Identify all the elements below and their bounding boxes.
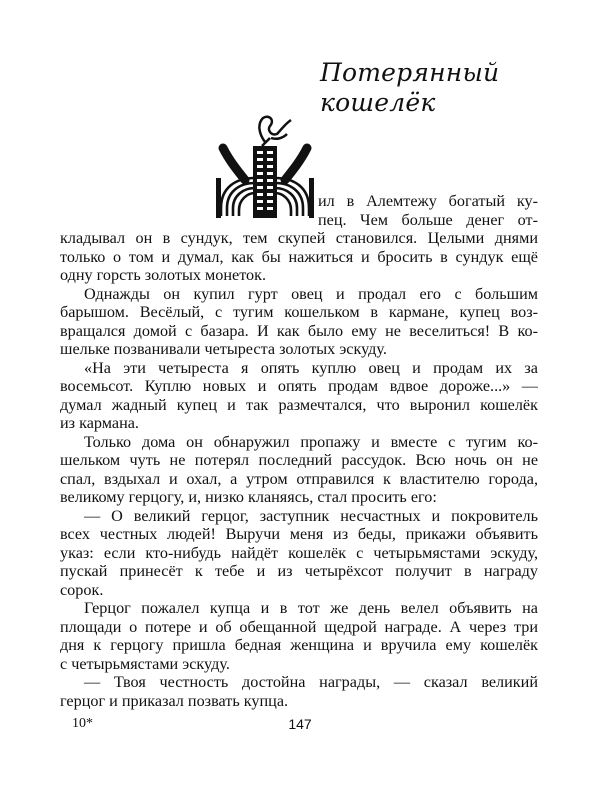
text-line: всех честных людей! Выручи меня из беды, прикажи объявить: [60, 525, 538, 543]
signature-mark: 10*: [72, 716, 93, 731]
text-line: Однажды он купил гурт овец и продал его с большим: [84, 284, 538, 303]
text-line: Герцог пожалел купца и в тот же день велел объявить на: [84, 599, 538, 617]
text-line: барышом. Весёлый, с тугим кошельком в кармане, купец воз-: [60, 303, 538, 321]
text-line: «На эти четыреста я опять куплю овец и продам их за: [84, 358, 538, 377]
text-line: сорок.: [60, 580, 104, 599]
text-line: дня к герцогу пришла бедная женщина и вручила ему кошелёк: [60, 636, 538, 654]
text-line: из кармана.: [60, 414, 139, 432]
text-line: герцог и приказал позвать купца.: [60, 691, 289, 710]
text-line: вращался домой с базара. И как было ему не веселиться! В ко-: [60, 321, 538, 340]
text-line: ил в Алемтежу богатый ку-: [318, 192, 538, 210]
text-line: пец. Чем больше денег от-: [318, 210, 538, 229]
text-line: — Твоя честность достойна награды, — сказал великий: [84, 673, 538, 691]
page-number: 147: [288, 716, 312, 732]
text-line: шельке позванивали четыреста золотых эскуду.: [60, 340, 387, 358]
story-title: [320, 58, 499, 118]
text-line: с четырьмястами эскуду.: [60, 654, 230, 673]
text-line: Только дома он обнаружил пропажу и вместе с тугим ко-: [84, 432, 538, 451]
text-line: великому герцогу, и, низко кланяясь, стал просить его:: [60, 488, 437, 506]
text-line: — О великий герцог, заступник несчастных и покровитель: [84, 506, 538, 525]
title-line-1: Потерянный: [320, 58, 500, 87]
text-line: только о том и думал, как бы нажиться и бросить в сундук ещё: [60, 247, 538, 266]
text-line: пускай принесёт к тебе и из четырёхсот получит в награду: [60, 562, 538, 580]
text-line: думал жадный купец и так размечтался, что выронил кошелёк: [60, 395, 538, 414]
text-line: одну горсть золотых монеток.: [60, 266, 267, 284]
title-line-2: кошелёк: [320, 88, 436, 117]
story-body: [60, 192, 538, 710]
text-line: площади о потере и об обещанной щедрой награде. А через три: [60, 617, 538, 636]
text-line: шельком чуть не потерял последний рассудок. Всю ночь он не: [60, 451, 538, 469]
text-line: спал, вздыхал и охал, а утром отправился к властителю города,: [60, 469, 538, 488]
text-line: указ: если кто-нибудь найдёт кошелёк с четырьмястами эскуду,: [60, 543, 538, 562]
text-line: восемьсот. Куплю новых и опять продам вдвое дороже...» —: [60, 377, 538, 395]
text-line: кладывал он в сундук, тем скупей становился. Целыми днями: [60, 229, 538, 247]
